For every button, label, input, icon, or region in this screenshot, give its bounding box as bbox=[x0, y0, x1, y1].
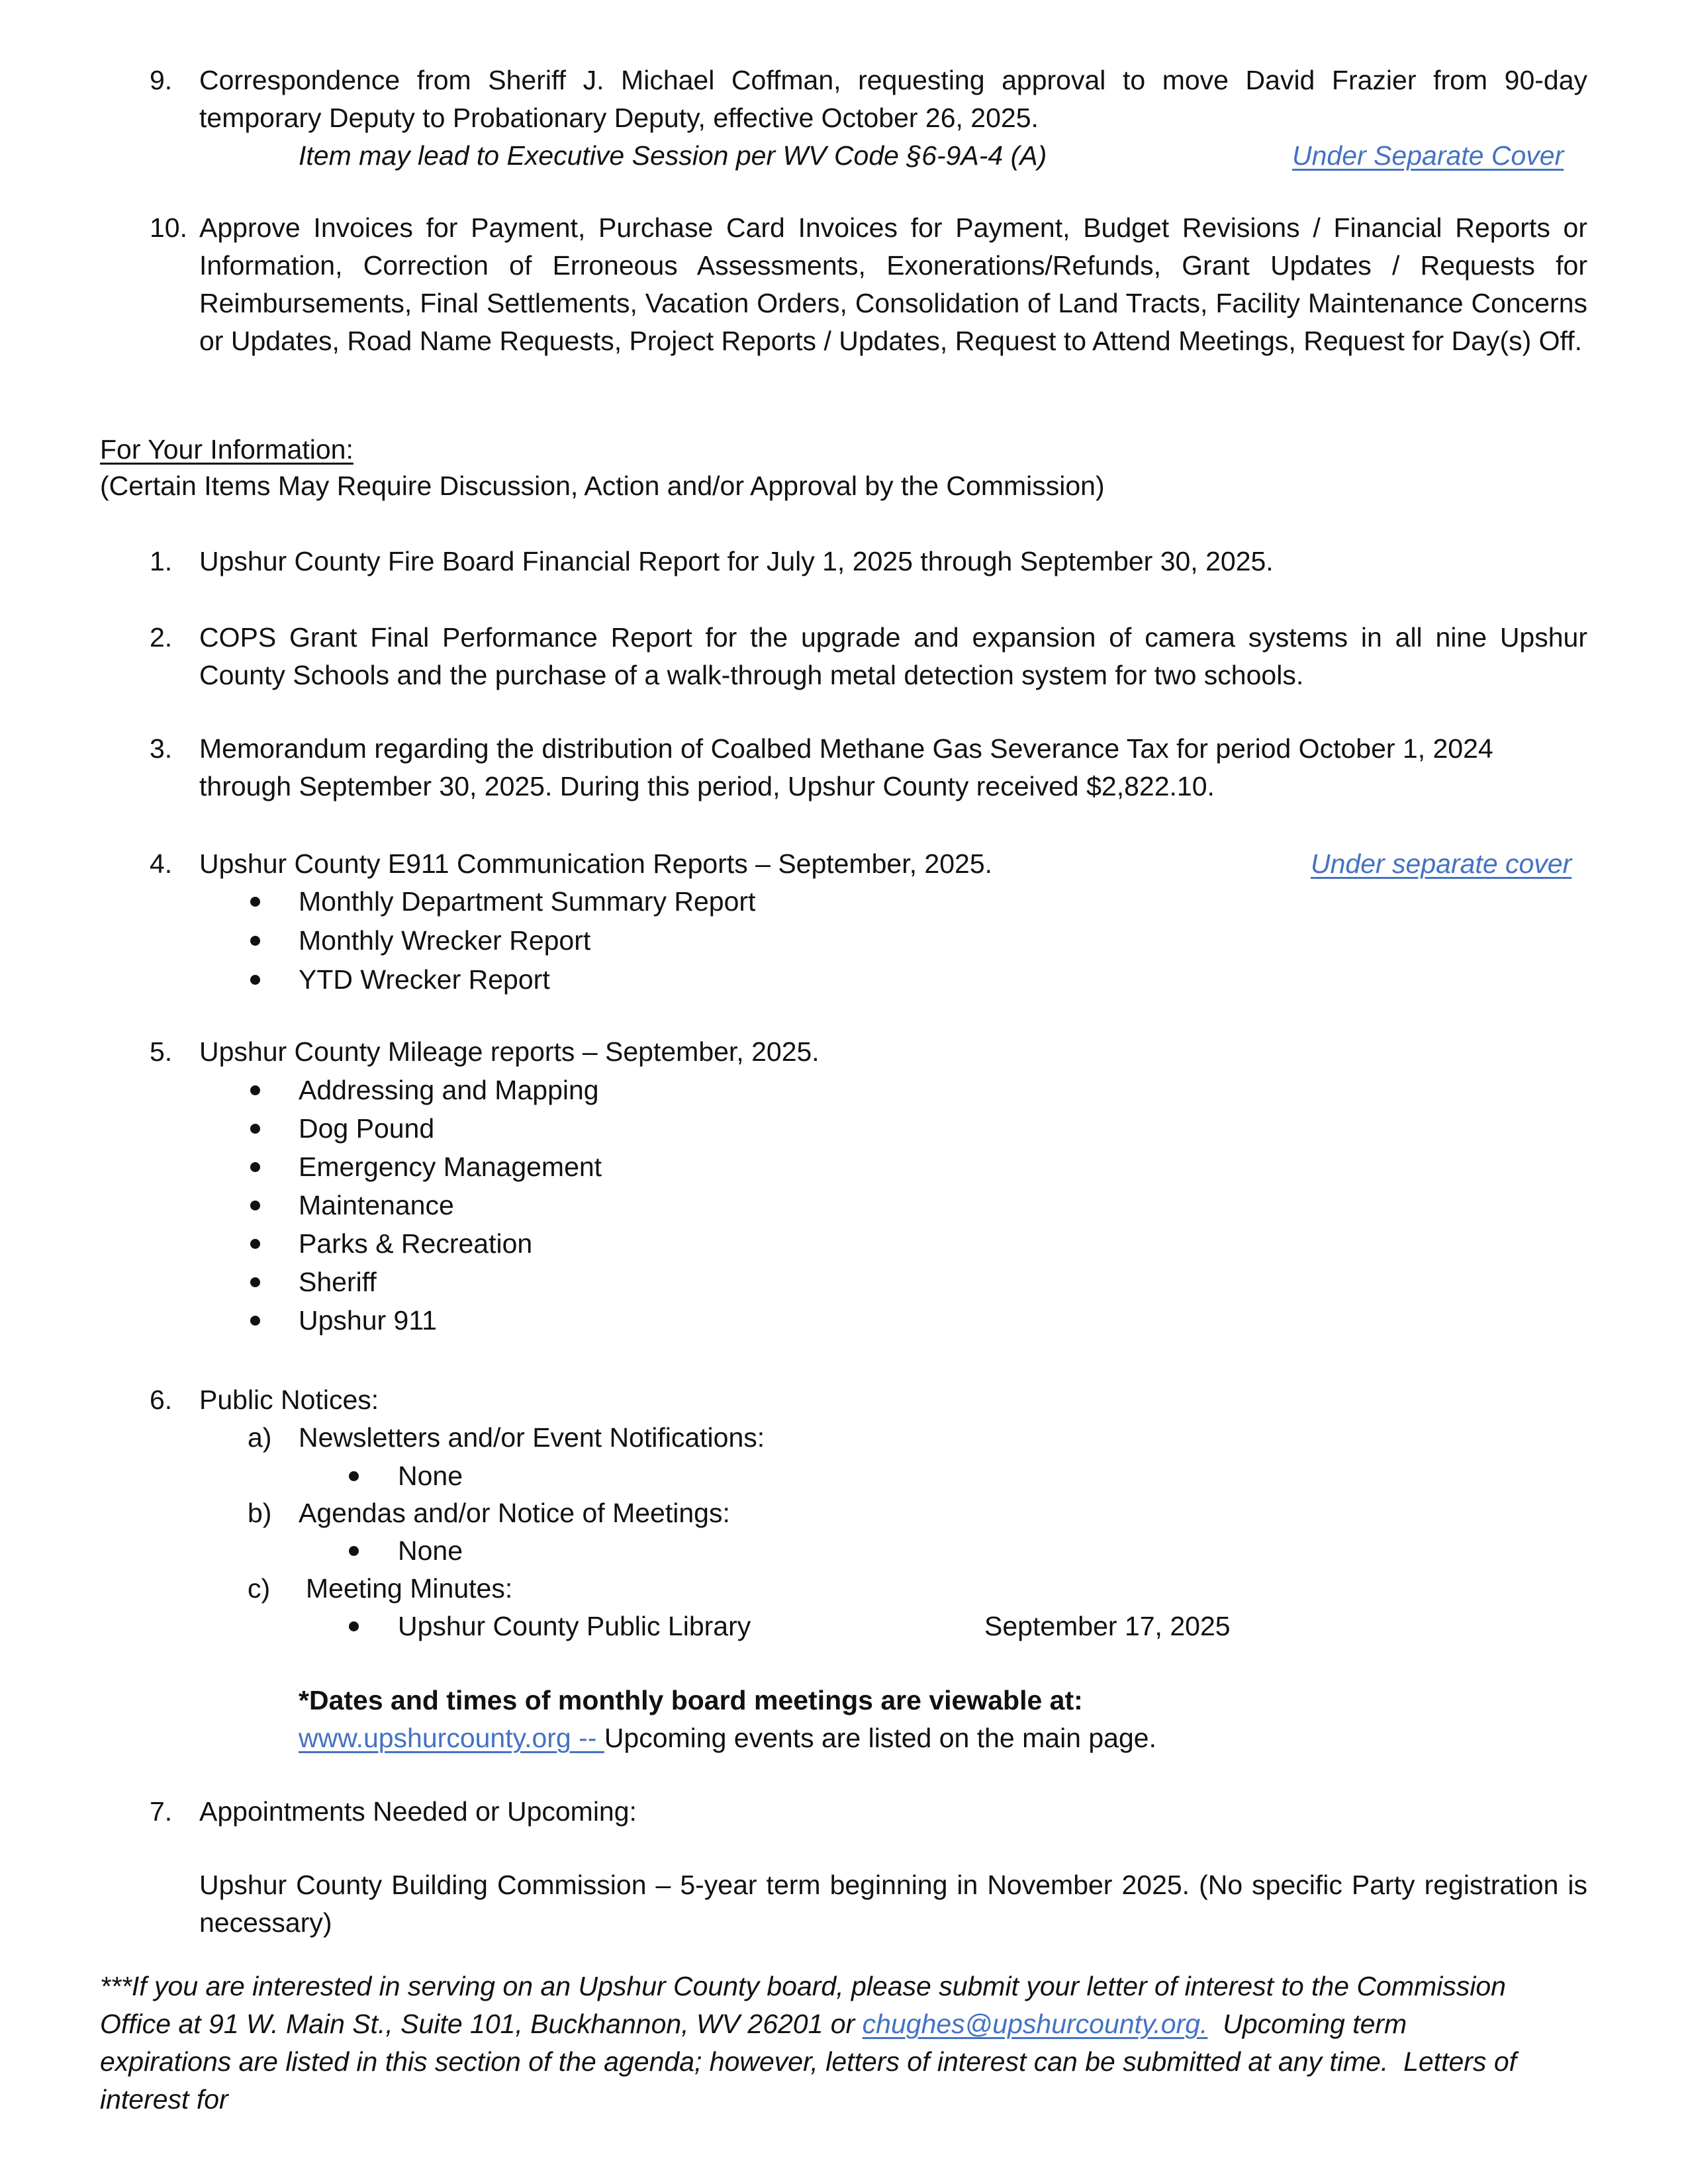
bullet-icon bbox=[349, 1621, 359, 1631]
fyi-item-7-number: 7. bbox=[150, 1796, 173, 1827]
upcoming-events-text: Upcoming events are listed on the main page. bbox=[604, 1723, 1156, 1753]
sub-a-letter: a) bbox=[248, 1422, 272, 1453]
item-9-under-separate-cover-link[interactable]: Under Separate Cover bbox=[1292, 140, 1564, 171]
fyi-subtitle: (Certain Items May Require Discussion, Action and/or Approval by the Commission) bbox=[100, 471, 1105, 501]
building-commission-appointment: Upshur County Building Commission – 5-year term beginning in November 2025. (No specific Party registration is necessary) bbox=[199, 1870, 1587, 1938]
fyi-item-4-bullet: Monthly Department Summary Report bbox=[299, 886, 756, 917]
bullet-icon bbox=[250, 1085, 260, 1095]
item-10-number: 10. bbox=[150, 212, 187, 243]
fyi-item-4-bullet: YTD Wrecker Report bbox=[299, 964, 550, 995]
sub-b-label: Agendas and/or Notice of Meetings: bbox=[299, 1498, 730, 1528]
item-9-text: Correspondence from Sheriff J. Michael Coffman, requesting approval to move David Frazier from 90-day temporary Deputy to Probationary Deputy, effective October 26, 2025. bbox=[199, 65, 1587, 133]
fyi-item-5-bullet: Dog Pound bbox=[299, 1113, 435, 1144]
bullet-icon bbox=[349, 1546, 359, 1556]
sub-b-letter: b) bbox=[248, 1498, 272, 1528]
fyi-item-5-bullet: Parks & Recreation bbox=[299, 1228, 533, 1259]
sub-c-label: Meeting Minutes: bbox=[306, 1573, 513, 1604]
sub-c-letter: c) bbox=[248, 1573, 271, 1604]
fyi-item-5-bullet: Sheriff bbox=[299, 1267, 377, 1297]
item-9-number: 9. bbox=[150, 65, 173, 95]
fyi-item-5-text: Upshur County Mileage reports – September, 2025. bbox=[199, 1036, 820, 1067]
board-meetings-note: *Dates and times of monthly board meetings are viewable at: bbox=[299, 1685, 1083, 1715]
fyi-item-2-number: 2. bbox=[150, 622, 173, 653]
bullet-icon bbox=[250, 1277, 260, 1287]
fyi-item-3-number: 3. bbox=[150, 733, 173, 764]
upshurcounty-website-link[interactable]: www.upshurcounty.org -- bbox=[299, 1723, 604, 1753]
sub-c-date: September 17, 2025 bbox=[984, 1611, 1231, 1641]
board-interest-notice bbox=[100, 1968, 1540, 2118]
fyi-heading: For Your Information: bbox=[100, 434, 353, 465]
bullet-icon bbox=[250, 897, 260, 907]
fyi-item-1-number: 1. bbox=[150, 546, 173, 576]
sub-c-bullet: Upshur County Public Library bbox=[398, 1611, 751, 1641]
fyi-item-3-line2: through September 30, 2025. During this period, Upshur County received $2,822.10. bbox=[199, 771, 1215, 801]
fyi-item-7-text: Appointments Needed or Upcoming: bbox=[199, 1796, 637, 1827]
sub-b-bullet: None bbox=[398, 1535, 463, 1566]
fyi-item-4-text: Upshur County E911 Communication Reports – September, 2025. bbox=[199, 848, 993, 879]
fyi-item-4-under-separate-cover-link[interactable]: Under separate cover bbox=[1311, 848, 1572, 879]
item-9-executive-session-note: Item may lead to Executive Session per WV Code §6-9A-4 (A) bbox=[299, 140, 1047, 171]
item-10-text: Approve Invoices for Payment, Purchase Card Invoices for Payment, Budget Revisions / Financial Reports or Information, Correction of Erroneous Assessments, Exonerations/Refunds, Grant Updates / Requests for Reimbursements, Final Settlements, Vacation Orders, Consolidation of Land Tracts, Facility Maintenance Concerns or Updates, Road Name Requests, Project Reports / Updates, Request to Attend Meetings, Request for Day(s) Off. bbox=[199, 212, 1587, 356]
sub-a-bullet: None bbox=[398, 1461, 463, 1491]
fyi-item-3-line1: Memorandum regarding the distribution of Coalbed Methane Gas Severance Tax for period October 1, 2024 bbox=[199, 733, 1493, 764]
board-interest-text-2: Upcoming term expirations are listed in this section of the agenda; however, letters of interest can be submitted at any time. Letters of interest for bbox=[100, 2009, 1524, 2115]
fyi-item-4-bullet: Monthly Wrecker Report bbox=[299, 925, 591, 956]
fyi-item-5-bullet: Emergency Management bbox=[299, 1152, 602, 1182]
fyi-item-2-text: COPS Grant Final Performance Report for the upgrade and expansion of camera systems in all nine Upshur County Schools and the purchase of a walk-through metal detection system for two schools. bbox=[199, 622, 1587, 690]
fyi-item-6-text: Public Notices: bbox=[199, 1385, 379, 1415]
board-meetings-link-line bbox=[299, 1719, 1156, 1757]
bullet-icon bbox=[250, 1162, 260, 1172]
email-link[interactable]: chughes@upshurcounty.org. bbox=[862, 2009, 1208, 2039]
fyi-item-4-number: 4. bbox=[150, 848, 173, 879]
fyi-item-6-number: 6. bbox=[150, 1385, 173, 1415]
bullet-icon bbox=[250, 975, 260, 985]
fyi-item-5-bullet: Maintenance bbox=[299, 1190, 454, 1220]
fyi-item-5-number: 5. bbox=[150, 1036, 173, 1067]
board-interest-text-1: ***If you are interested in serving on an Upshur County board, please submit your letter of interest to the Commission Office at 91 W. Main St., Suite 101, Buckhannon, WV 26201 or bbox=[100, 1971, 1506, 2039]
bullet-icon bbox=[250, 1239, 260, 1249]
sub-a-label: Newsletters and/or Event Notifications: bbox=[299, 1422, 765, 1453]
fyi-item-1-text: Upshur County Fire Board Financial Report for July 1, 2025 through September 30, 2025. bbox=[199, 546, 1274, 576]
bullet-icon bbox=[349, 1471, 359, 1481]
bullet-icon bbox=[250, 1201, 260, 1210]
bullet-icon bbox=[250, 1316, 260, 1326]
fyi-item-5-bullet: Addressing and Mapping bbox=[299, 1075, 599, 1105]
fyi-item-5-bullet: Upshur 911 bbox=[299, 1305, 437, 1336]
bullet-icon bbox=[250, 936, 260, 946]
bullet-icon bbox=[250, 1124, 260, 1134]
